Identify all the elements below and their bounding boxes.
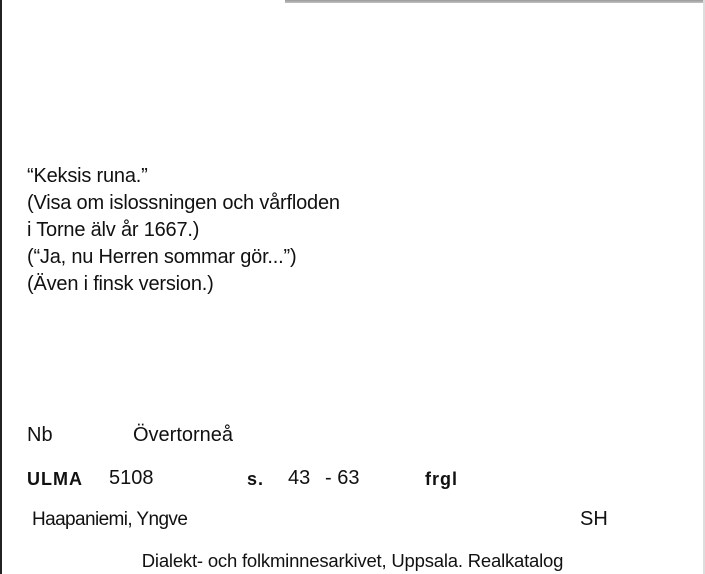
description-line: (“Ja, nu Herren sommar gör...”) xyxy=(27,246,297,268)
song-description xyxy=(27,163,340,298)
page-label: s. xyxy=(247,469,265,489)
record-type: frgl xyxy=(425,469,458,489)
region-code: Nb xyxy=(27,424,53,446)
description-line: i Torne älv år 1667.) xyxy=(27,219,200,241)
collector-name: Haapaniemi, Yngve xyxy=(32,509,188,530)
archive-number: 5108 xyxy=(109,467,154,489)
song-title: “Keksis runa.” xyxy=(27,165,148,187)
left-edge-line xyxy=(0,0,2,574)
description-line: (Även i finsk version.) xyxy=(27,273,214,295)
archive-footer: Dialekt- och folkminnesarkivet, Uppsala. Realkatalog xyxy=(141,550,564,571)
recorder-initials: SH xyxy=(580,508,608,530)
parish-name: Övertorneå xyxy=(133,424,234,446)
archive-label: ULMA xyxy=(27,469,83,489)
description-line: (Visa om islossningen och vårfloden xyxy=(27,192,340,214)
top-edge-line xyxy=(285,0,705,3)
page-from: 43 xyxy=(288,467,311,489)
page-to: - 63 xyxy=(325,467,360,489)
